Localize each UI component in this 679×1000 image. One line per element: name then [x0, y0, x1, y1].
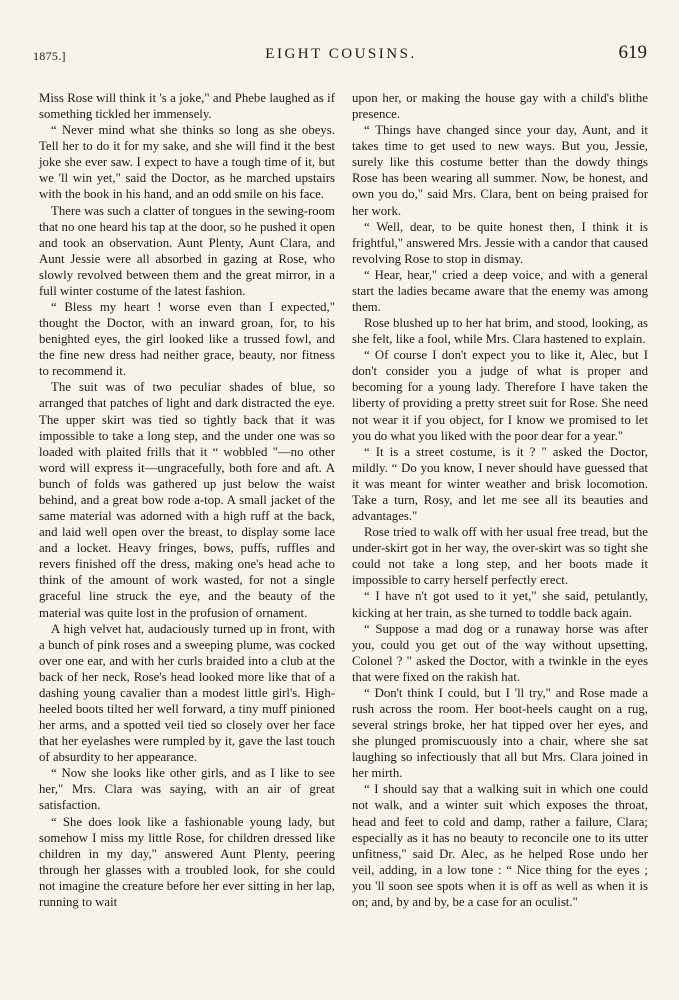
left-column [39, 90, 335, 910]
paragraph: “ Don't think I could, but I 'll try," and Rose made a rush across the room. Her boot-heels caught on a rug, several strings broke, her hat tipped over her eyes, and she plunged promiscuously into a chair, where she sat laughing so infectiously that all but Mrs. Clara joined in her mirth. [352, 685, 648, 781]
paragraph: upon her, or making the house gay with a child's blithe presence. [352, 91, 648, 122]
paragraph: A high velvet hat, audaciously turned up in front, with a bunch of pink roses and a sweeping plume, was cocked over one ear, and with her curls braided into a club at the back of her neck, Rose's head looked more like that of a dashing young cavalier than a modest little girl's. High-heeled boots tilted her well forward, a tiny muff pinioned her arms, and a spotted veil tied so closely over her face that her eyelashes were rumpled by it, gave the last touch of absurdity to her appearance. [39, 621, 335, 765]
running-header [33, 41, 649, 69]
paragraph: Rose blushed up to her hat brim, and stood, looking, as she felt, like a fool, while Mrs. Clara hastened to explain. [352, 316, 648, 347]
paragraph: “ I have n't got used to it yet," she said, petulantly, kicking at her train, as she turned to toddle back again. [352, 589, 648, 620]
paragraph: “ Now she looks like other girls, and as I like to see her," Mrs. Clara was saying, with an air of great satisfaction. [39, 766, 335, 813]
paragraph: “ It is a street costume, is it ? " asked the Doctor, mildly. “ Do you know, I never should have guessed that it was meant for winter weather and brisk locomotion. Take a turn, Rosy, and let me see all its beauties and advantages." [352, 444, 648, 524]
paragraph: The suit was of two peculiar shades of blue, so arranged that patches of light and dark distracted the eye. The upper skirt was tied so tightly back that it was impossible to take a long step, and the under one was so loaded with plaited frills that it “ wobbled "—no other word will express it—ungracefully, both fore and aft. A bunch of folds was gathered up just below the waist behind, and a great bow rode a-top. A small jacket of the same material was adorned with a high ruff at the back, and laid well open over the breast, to display some lace and a locket. Heavy fringes, bows, puffs, ruffles and revers finished off the dress, making one's head ache to think of the amount of work wasted, for not a single graceful line struck the eye, and the beauty of the material was quite lost in the profusion of ornament. [39, 380, 335, 620]
paragraph: “ Well, dear, to be quite honest then, I think it is frightful," answered Mrs. Jessie with a candor that caused revolving Rose to stop in dismay. [352, 219, 648, 266]
header-title: EIGHT COUSINS. [265, 46, 417, 62]
paragraph: There was such a clatter of tongues in the sewing-room that no one heard his tap at the door, so he pushed it open and took an observation. Aunt Plenty, Aunt Clara, and Aunt Jessie were all absorbed in gazing at Rose, who slowly revolved between them and the great mirror, in a full winter costume of the latest fashion. [39, 203, 335, 298]
paragraph: Rose tried to walk off with her usual free tread, but the under-skirt got in her way, the over-skirt was so tight she could not take a long step, and her boots made it impossible to carry herself perfectly erect. [352, 525, 648, 588]
header-year: 1875.] [33, 49, 66, 63]
page-number: 619 [618, 42, 647, 63]
paragraph: “ Hear, hear," cried a deep voice, and with a general start the ladies became aware that the enemy was among them. [352, 267, 648, 315]
paragraph: “ Things have changed since your day, Aunt, and it takes time to get used to new ways. But you, Jessie, surely like this costume better than the dowdy things Rose has been wearing all summer. Now, be honest, and own you do," said Mrs. Clara, bent on being praised for her work. [352, 123, 648, 218]
paragraph: “ I should say that a walking suit in which one could not walk, and a winter suit which exposes the throat, head and feet to cold and damp, rather a failure, Clara; especially as it has no beauty to reconcile one to its utter unfitness," said Dr. Alec, as he helped Rose undo her veil, adding, in a low tone : “ Nice thing for the eyes ; you 'll soon see spots when it is off as well as when it is on; and, by and by, be a case for an oculist." [352, 782, 648, 909]
paragraph: “ She does look like a fashionable young lady, but somehow I miss my little Rose, for children dressed like children in my day," answered Aunt Plenty, peering through her glasses with a troubled look, for she could not imagine the creature before her ever sitting in her lap, running to wait [39, 814, 335, 909]
paragraph: “ Suppose a mad dog or a runaway horse was after you, could you get out of the way without upsetting, Colonel ? " asked the Doctor, with a twinkle in the eyes that were fixed on the rakish hat. [352, 621, 648, 684]
paragraph: “ Never mind what she thinks so long as she obeys. Tell her to do it for my sake, and she will find it the best joke she ever saw. I expect to have a tough time of it, but we 'll win yet," said the Doctor, as he marched upstairs with the book in his hand, and an odd smile on his face. [39, 123, 335, 202]
paragraph: “ Of course I don't expect you to like it, Alec, but I don't consider you a judge of what is proper and becoming for a young lady. Therefore I have taken the liberty of providing a pretty street suit for Rose. She need not wear it if you object, for I know we promised to let you do what you liked with the poor dear for a year." [352, 348, 648, 443]
right-column [352, 90, 648, 910]
paragraph: Miss Rose will think it 's a joke," and Phebe laughed as if something tickled her immensely. [39, 91, 335, 122]
paragraph: “ Bless my heart ! worse even than I expected," thought the Doctor, with an inward groan, for, to his benighted eyes, the girl looked like a trussed fowl, and the fine new dress had neither grace, beauty, nor fitness to recommend it. [39, 300, 335, 379]
